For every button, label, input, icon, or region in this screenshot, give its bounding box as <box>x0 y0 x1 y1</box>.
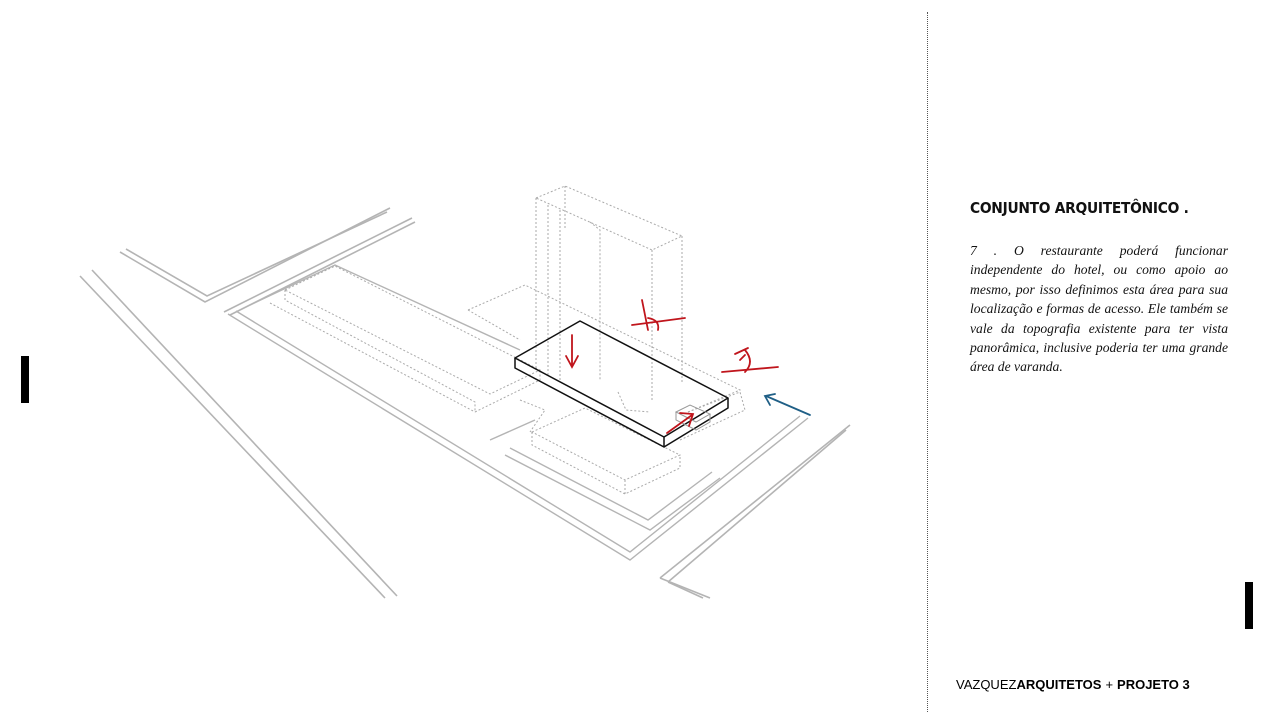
sun-orientation-markers <box>566 300 778 433</box>
footer-separator: + <box>1105 677 1114 692</box>
street-edge-outer <box>80 276 385 598</box>
access-arrow-icon <box>765 394 810 415</box>
sun-angle-marker-right <box>722 348 778 372</box>
street-left-branch-b <box>224 218 412 312</box>
section-description: 7 . O restaurante poderá funcionar independente do hotel, ou como apoio ao mesmo, por isso definimos esta área para sua localização e formas de acesso. Ele também se vale da topografia existente para ter vista panorâmica, inclusive poderia ter uma grande área de varanda. <box>970 243 1228 375</box>
diagonal-arrow-icon <box>667 413 693 433</box>
studio-name-prefix: VAZQUEZ <box>956 677 1017 692</box>
down-arrow-icon <box>566 335 578 367</box>
section-heading: CONJUNTO ARQUITETÔNICO . <box>970 199 1189 217</box>
project-label: PROJETO 3 <box>1117 677 1190 692</box>
street-right-bottom-b <box>668 582 703 598</box>
street-lines <box>80 208 850 598</box>
left-accent-bar <box>21 356 29 403</box>
vertical-divider <box>927 12 928 712</box>
street-right-edge-b <box>668 430 846 582</box>
studio-name-suffix: ARQUITETOS <box>1016 677 1102 692</box>
sun-angle-marker-top <box>632 300 685 330</box>
footer-credit <box>956 677 1190 692</box>
street-edge-inner <box>92 270 397 596</box>
right-accent-bar <box>1245 582 1253 629</box>
restaurant-volume <box>515 321 728 447</box>
street-right-bottom <box>660 578 710 598</box>
street-upper-left-b <box>126 212 387 296</box>
